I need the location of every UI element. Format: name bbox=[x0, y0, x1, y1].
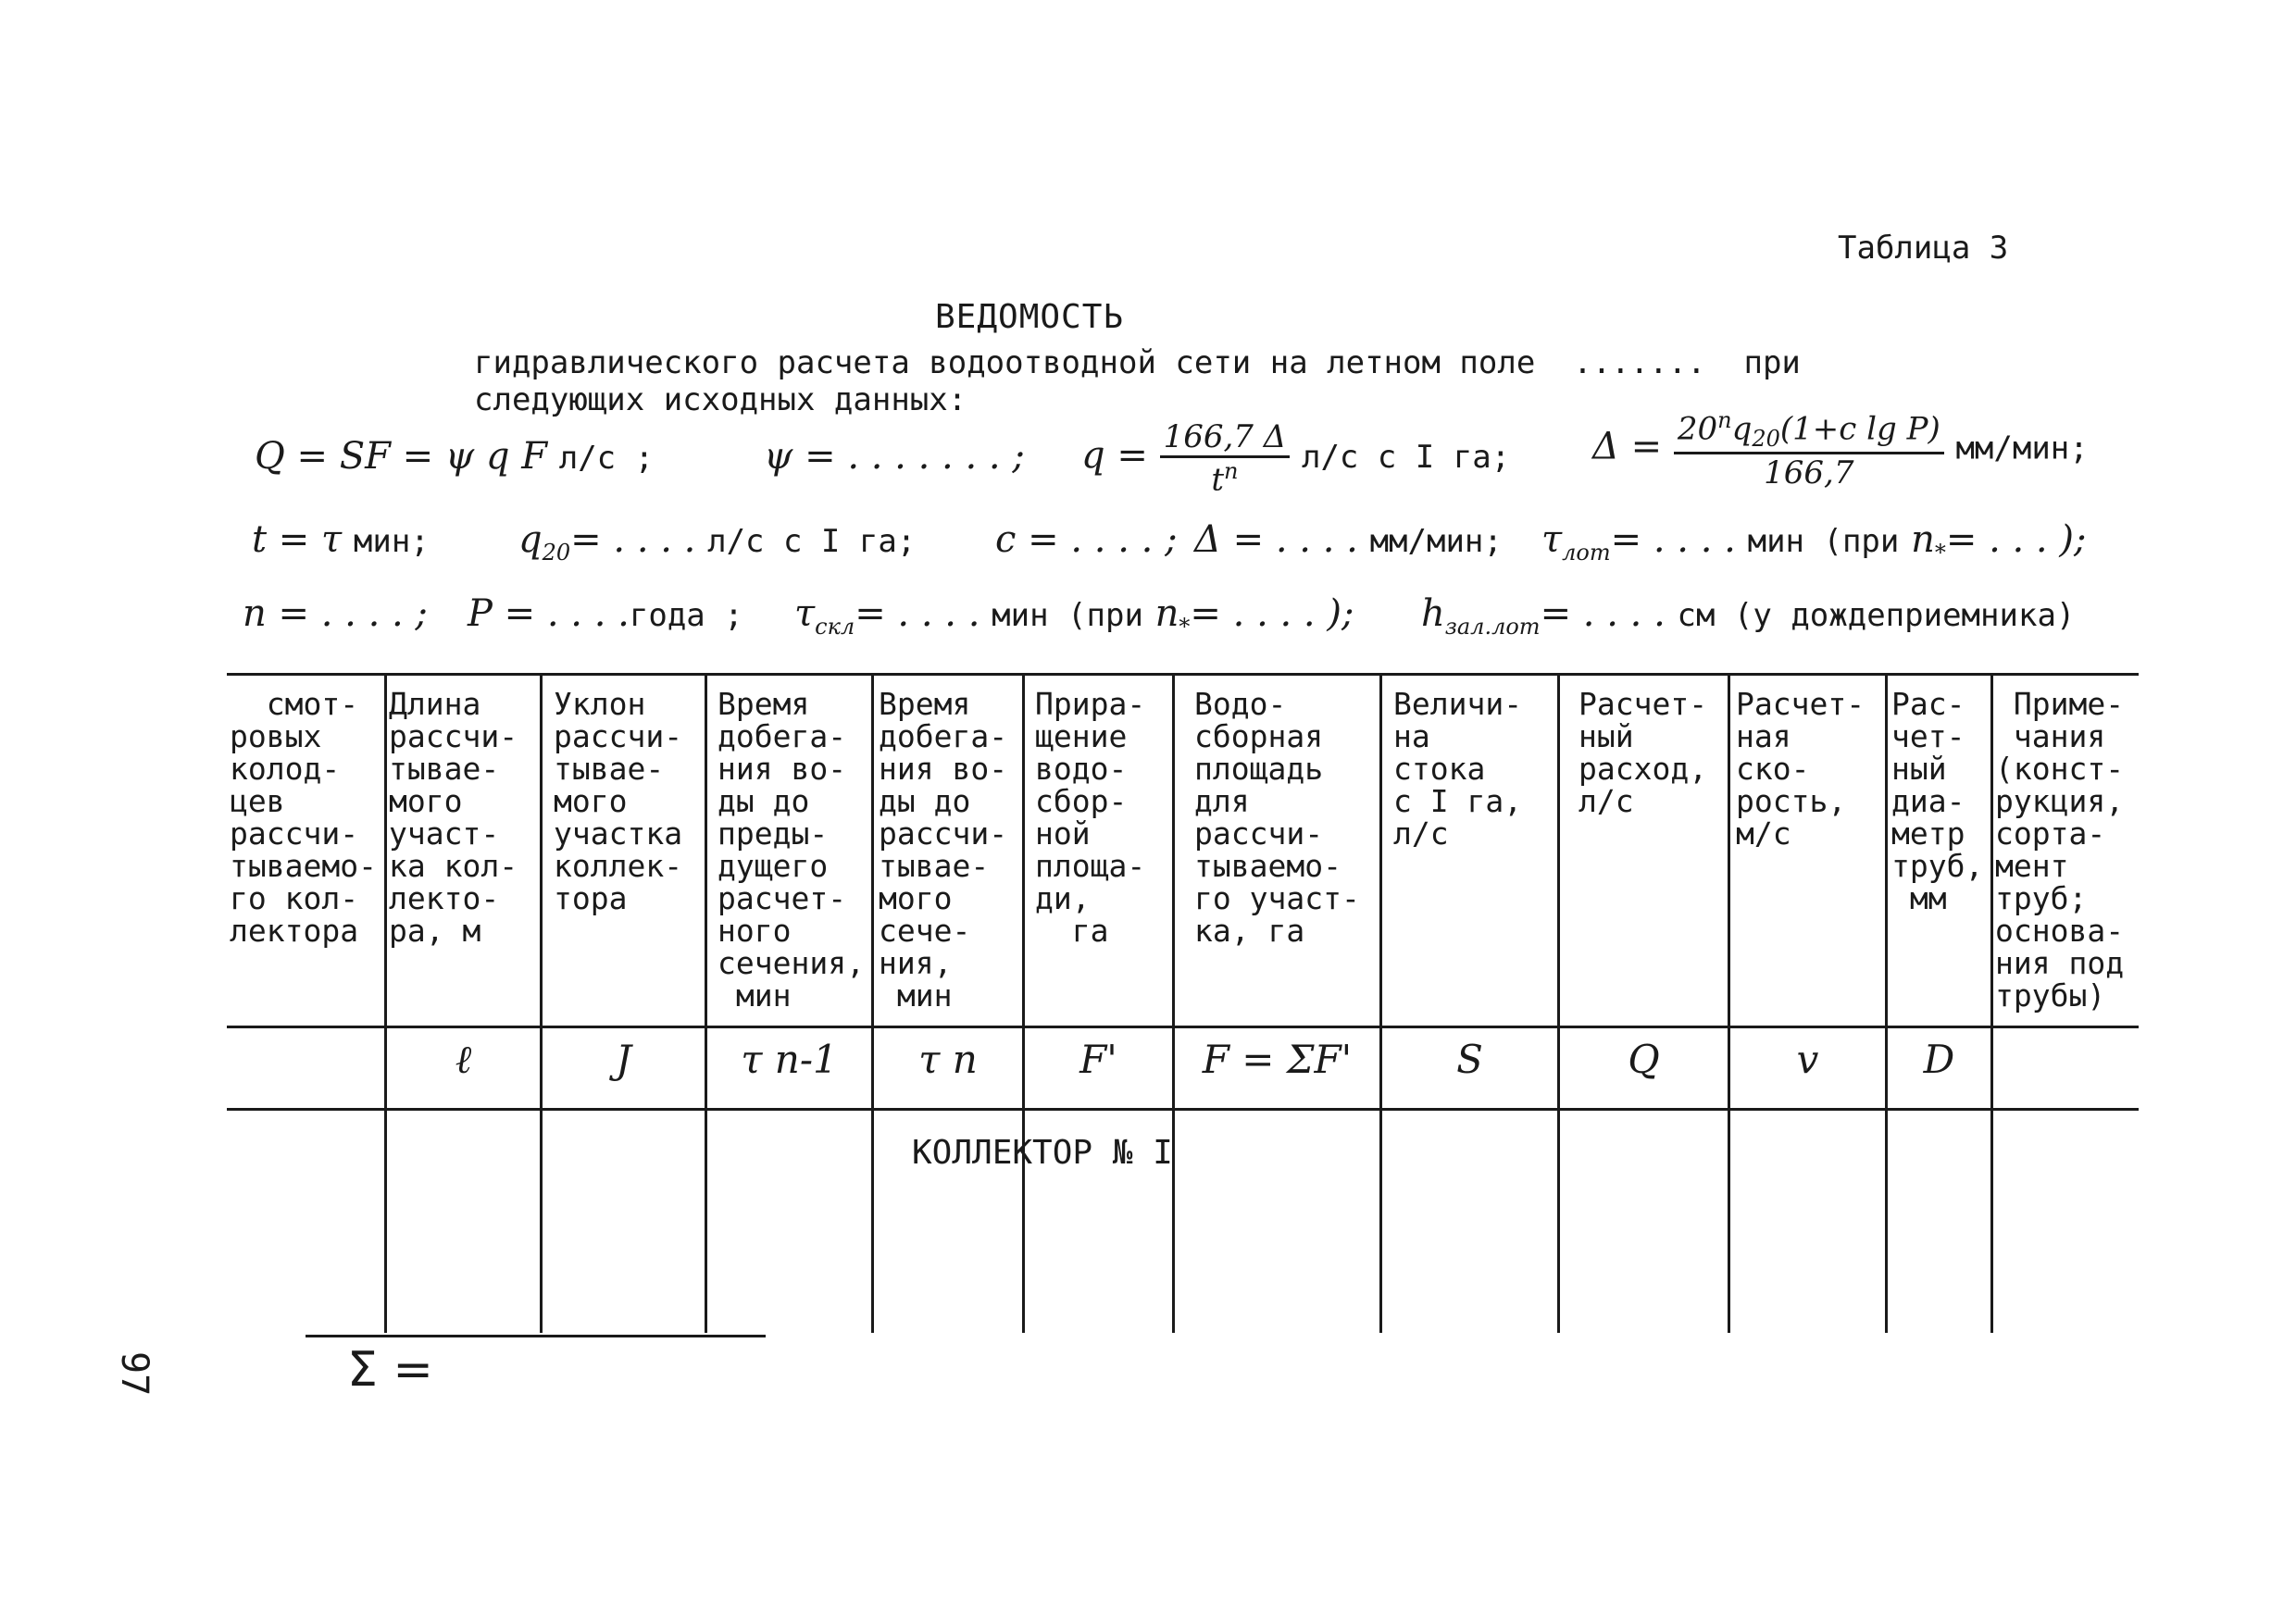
formula-flow-rate bbox=[255, 435, 654, 478]
header-diameter: Рас- чет- ный диа- метр труб, мм bbox=[1891, 686, 1984, 916]
symbol-area-increment: F' bbox=[1079, 1037, 1117, 1082]
col-divider-7 bbox=[1379, 673, 1382, 1333]
flow-rate-expression: Q = SF = ψ q F bbox=[255, 435, 547, 478]
table-top-border bbox=[227, 673, 2139, 676]
tau-lot-symbol: τ bbox=[1541, 518, 1563, 561]
sum-line bbox=[306, 1335, 766, 1337]
col-divider-11 bbox=[1990, 673, 1993, 1333]
n-star-2-sub: * bbox=[1179, 614, 1191, 640]
header-catchment-area: Водо- сборная площадь для рассчи- тываемо- го участ- ка, га bbox=[1194, 686, 1360, 949]
p-value: P = . . . . bbox=[468, 592, 630, 635]
subtitle-line-1: гидравлического расчета водоотводной сети на летном поле ....... при bbox=[474, 344, 1801, 381]
document-title: ВЕДОМОСТЬ bbox=[935, 298, 1125, 336]
header-bottom-border bbox=[227, 1026, 2139, 1028]
header-runoff: Величи- на стока с I га, л/с bbox=[1393, 686, 1523, 852]
header-area-increment: Прира- щение водо- сбор- ной площа- ди, га bbox=[1035, 686, 1146, 949]
symbol-runoff: S bbox=[1456, 1037, 1483, 1082]
header-segment-length: Длина рассчи- тывае- мого участ- ка кол- лекто- ра, м bbox=[389, 686, 518, 949]
header-design-flow: Расчет- ный расход, л/с bbox=[1578, 686, 1708, 819]
tau-lot-sub: лот bbox=[1562, 540, 1611, 566]
formula-row-2 bbox=[252, 518, 430, 561]
q-intensity-unit: л/с с I га; bbox=[1301, 439, 1511, 477]
tau-skl-sub: скл bbox=[815, 614, 855, 640]
delta-numerator bbox=[1674, 407, 1944, 454]
symbol-length: ℓ bbox=[455, 1037, 472, 1082]
tau-skl-unit: мин (при bbox=[992, 597, 1143, 634]
delta-num-factor: (1+c lg P) bbox=[1779, 410, 1940, 448]
q-intensity-denominator bbox=[1160, 458, 1291, 498]
tau-lot-value: = . . . . bbox=[1610, 518, 1736, 561]
header-velocity: Расчет- ная ско- рость, м/с bbox=[1736, 686, 1866, 852]
delta-num-q: q bbox=[1731, 410, 1753, 448]
formula-delta bbox=[1592, 407, 2089, 491]
col-divider-8 bbox=[1557, 673, 1560, 1333]
n-star-2-value: = . . . . ); bbox=[1190, 592, 1354, 635]
q-intensity-fraction bbox=[1160, 418, 1291, 498]
symbol-catchment-area: F = ΣF' bbox=[1202, 1037, 1353, 1082]
delta-num-base: 20 bbox=[1677, 410, 1718, 448]
formula-h bbox=[1421, 592, 2075, 640]
col-divider-9 bbox=[1728, 673, 1730, 1333]
delta-value: Δ = . . . . bbox=[1194, 518, 1358, 561]
h-sub: зал.лот bbox=[1444, 614, 1541, 640]
col-divider-2 bbox=[540, 673, 543, 1333]
p-unit: года ; bbox=[629, 597, 743, 634]
delta-value-unit: мм/мин; bbox=[1369, 523, 1503, 560]
q20-symbol: q bbox=[518, 518, 543, 561]
q20-sub: 20 bbox=[542, 540, 571, 566]
tau-skl-symbol: τ bbox=[794, 592, 816, 635]
formula-tau-lot bbox=[1541, 518, 2086, 566]
n-star-value: = . . . ); bbox=[1945, 518, 2087, 561]
h-unit: см (у дождеприемника) bbox=[1677, 597, 2076, 634]
formula-n: n = . . . . ; bbox=[243, 592, 428, 635]
n-star-sub: * bbox=[1934, 540, 1946, 566]
formula-p bbox=[468, 592, 743, 635]
header-time-previous: Время добега- ния во- ды до преды- дущего расчет- ного сечения, мин bbox=[718, 686, 865, 1014]
col-divider-6 bbox=[1172, 673, 1175, 1333]
symbol-design-flow: Q bbox=[1628, 1037, 1660, 1082]
t-expression: t = τ bbox=[252, 518, 343, 561]
collector-label: КОЛЛЕКТОР № I bbox=[912, 1134, 1173, 1172]
t-unit: мин; bbox=[353, 523, 430, 560]
formula-q-intensity bbox=[1081, 418, 1510, 498]
col-divider-10 bbox=[1885, 673, 1888, 1333]
symbol-row-bottom-border bbox=[227, 1108, 2139, 1111]
symbol-tau-previous: τ n-1 bbox=[741, 1037, 838, 1082]
delta-num-q-sub: 20 bbox=[1752, 426, 1780, 453]
delta-unit: мм/мин; bbox=[1955, 429, 2089, 467]
tau-lot-unit: мин (при bbox=[1747, 523, 1900, 560]
col-divider-4 bbox=[871, 673, 874, 1333]
delta-lhs: Δ = bbox=[1592, 425, 1663, 468]
q-intensity-lhs: q = bbox=[1081, 434, 1148, 478]
header-time-current: Время добега- ния во- ды до рассчи- тывае- мого сече- ния, мин bbox=[879, 686, 1008, 1014]
col-divider-1 bbox=[384, 673, 387, 1333]
symbol-diameter: D bbox=[1923, 1037, 1955, 1082]
table-number-label: Таблица 3 bbox=[1838, 230, 2009, 267]
q-den-t: t bbox=[1211, 461, 1225, 499]
n-star-symbol: n bbox=[1911, 518, 1935, 561]
symbol-tau-current: τ n bbox=[918, 1037, 978, 1082]
formula-c: c = . . . . ; bbox=[995, 518, 1178, 561]
flow-rate-unit: л/с ; bbox=[558, 440, 655, 477]
header-notes: Приме- чания (конст- рукция, сорта- мент труб; основа- ния под трубы) bbox=[1995, 686, 2125, 1014]
q20-unit: л/с с I га; bbox=[707, 523, 917, 560]
formula-delta-value bbox=[1194, 518, 1503, 561]
sum-label: Σ = bbox=[347, 1342, 433, 1398]
delta-num-power: n bbox=[1717, 407, 1732, 433]
symbol-slope: J bbox=[616, 1037, 631, 1082]
col-divider-5 bbox=[1022, 673, 1025, 1333]
formula-q20 bbox=[518, 518, 916, 566]
subtitle-line-2: следующих исходных данных: bbox=[474, 381, 967, 418]
header-slope: Уклон рассчи- тывае- мого участка коллек- тора bbox=[554, 686, 683, 916]
formula-psi: ψ = . . . . . . . ; bbox=[764, 435, 1025, 478]
symbol-velocity: v bbox=[1796, 1037, 1819, 1082]
q20-value: = . . . . bbox=[570, 518, 696, 561]
q-den-power: n bbox=[1224, 458, 1239, 484]
q-intensity-numerator: 166,7 Δ bbox=[1160, 418, 1291, 458]
delta-fraction bbox=[1674, 407, 1944, 491]
col-divider-3 bbox=[705, 673, 707, 1333]
tau-skl-value: = . . . . bbox=[855, 592, 980, 635]
h-value: = . . . . bbox=[1540, 592, 1666, 635]
h-symbol: h bbox=[1421, 592, 1445, 635]
page-number: 97 bbox=[113, 1351, 156, 1397]
n-star-2-symbol: n bbox=[1154, 592, 1179, 635]
delta-denominator: 166,7 bbox=[1764, 454, 1854, 492]
formula-tau-skl bbox=[794, 592, 1354, 640]
header-manhole-numbers: смот- ровых колод- цев рассчи- тываемо- го кол- лектора bbox=[230, 686, 377, 949]
